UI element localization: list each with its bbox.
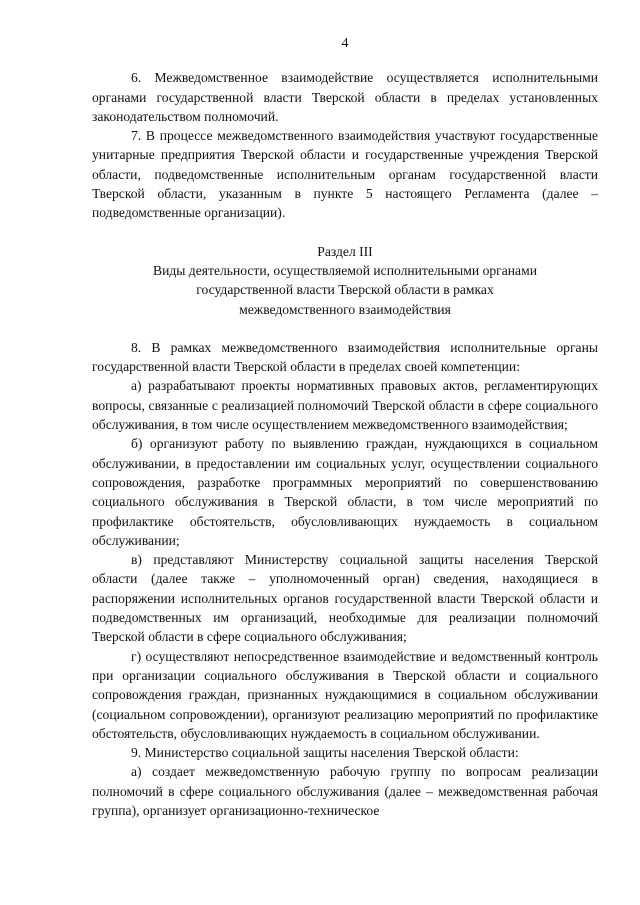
paragraph-6: 6. Межведомственное взаимодействие осуществляется исполнительными органами государственной власти Тверской области в пределах установленных законодательством полномочий. — [92, 70, 598, 124]
paragraph-9a: а) создает межведомственную рабочую группу по вопросам реализации полномочий в сфере социального обслуживания (далее – межведомственная рабочая группа), организует организационно-техническое — [92, 764, 598, 818]
paragraph-8a: а) разрабатывают проекты нормативных правовых актов, регламентирующих вопросы, связанные с реализацией полномочий Тверской области в сфере социального обслуживания, в том числе осуществлением межведомственного взаимодействия; — [92, 378, 598, 433]
section-title-line-1: Виды деятельности, осуществляемой исполнительными органами — [153, 262, 537, 278]
section-number: Раздел III — [317, 243, 373, 259]
paragraph-8v: в) представляют Министерству социальной защиты населения Тверской области (далее также – уполномоченный орган) сведения, находящиеся в распоряжении исполнительных органов государственной власти Тверской области и подведомственных им организаций, необходимые для реализации полномочий Тверской области в сфере социального обслуживания; — [92, 552, 598, 645]
paragraph-8b: б) организуют работу по выявлению граждан, нуждающихся в социальном обслуживании, в предоставлении им социальных услуг, осуществлении социального сопровождения, разработке программных мероприятий по совершенствованию социального обслуживания в Тверской области, в том числе мероприятий по профилактике обстоятельств, обусловливающих нуждаемость в социальном обслуживании; — [92, 436, 598, 548]
paragraph-7: 7. В процессе межведомственного взаимодействия участвуют государственные унитарные предприятия Тверской области и государственные учреждения Тверской области, подведомственные исполнительным органам государственной власти Тверской области, указанным в пункте 5 настоящего Регламента (далее – подведомственные организации). — [92, 128, 598, 221]
section-title-line-3: межведомственного взаимодействия — [239, 301, 451, 317]
document-page — [92, 34, 598, 820]
paragraph-9: 9. Министерство социальной защиты населения Тверской области: — [131, 745, 519, 761]
page-number: 4 — [341, 36, 349, 51]
section-heading — [92, 242, 598, 319]
section-title-line-2: государственной власти Тверской области в рамках — [196, 282, 494, 298]
paragraph-8g: г) осуществляют непосредственное взаимодействие и ведомственный контроль при организации социального обслуживания в Тверской области и социального сопровождения граждан, признанных нуждающимися в социальном обслуживании (социальном сопровождении), организуют реализацию мероприятий по профилактике обстоятельств, обусловливающих нуждаемость в социальном обслуживании. — [92, 648, 598, 741]
paragraph-8: 8. В рамках межведомственного взаимодействия исполнительные органы государственной власти Тверской области в пределах своей компетенции: — [92, 339, 598, 375]
